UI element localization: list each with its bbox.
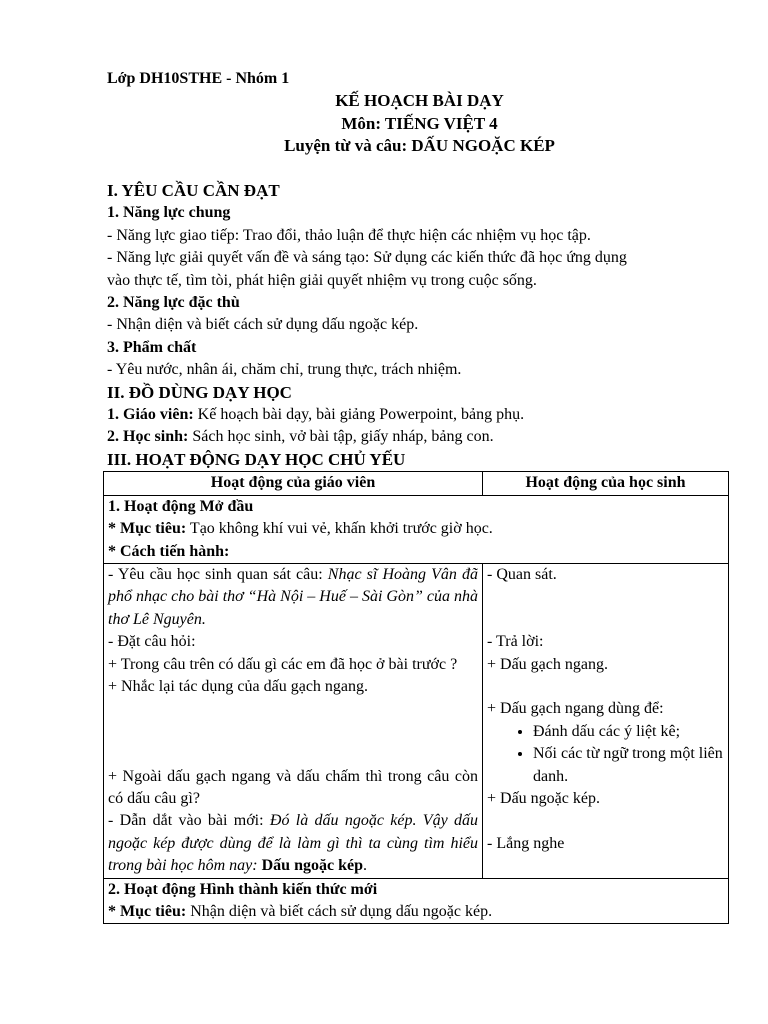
paragraph: - Yêu nước, nhân ái, chăm chỉ, trung thực, trách nhiệm. (107, 361, 462, 379)
teacher-question-3: + Ngoài dấu gạch ngang và dấu chấm thì trong câu còn có dấu câu gì? (108, 767, 478, 807)
intro-italic: Đó là dấu ngoặc kép. Vậy dấu ngoặc kép được dùng để là làm gì thì ta cùng tìm hiểu trong bài học hôm nay: (108, 812, 478, 875)
paragraph: - Năng lực giao tiếp: Trao đổi, thảo luận để thực hiện các nhiệm vụ học tập. (107, 226, 591, 244)
student-column-header: Hoạt động của học sinh (483, 472, 729, 495)
spacer (107, 158, 732, 180)
lesson-line: Luyện từ và câu: DẤU NGOẶC KÉP (284, 136, 555, 156)
label: 2. Học sinh: (107, 428, 189, 446)
list-item: • Đánh dấu các ý liệt kê; (533, 721, 724, 743)
section-1-heading: I. YÊU CẦU CẦN ĐẠT (107, 181, 280, 201)
teacher-activities-cell (104, 563, 483, 878)
text: Sách học sinh, vở bài tập, giấy nháp, bảng con. (188, 428, 494, 446)
teacher-column-header: Hoạt động của giáo viên (104, 472, 483, 495)
subsection-1-2-heading: 2. Năng lực đặc thù (107, 294, 240, 312)
label: 1. Giáo viên: (107, 406, 194, 424)
teacher-question-1: + Trong câu trên có dấu gì các em đã học ở bài trước ? (108, 655, 458, 673)
quote: Nhạc sĩ Hoàng Vân đã phổ nhạc cho bài thơ “Hà Nội – Huế – Sài Gòn” của nhà thơ Lê Nguyên. (108, 565, 478, 628)
intro-bold: Dấu ngoặc kép (261, 857, 363, 875)
text: - Yêu cầu học sinh quan sát câu: (108, 565, 328, 583)
paragraph: - Nhận diện và biết cách sử dụng dấu ngoặc kép. (107, 316, 419, 334)
activity-2-title: 2. Hoạt động Hình thành kiến thức mới (108, 880, 378, 898)
activity-1-title: 1. Hoạt động Mở đầu (108, 497, 254, 515)
paragraph: vào thực tế, tìm tòi, phát hiện giải quyết nhiệm vụ trong cuộc sống. (107, 271, 537, 289)
subject-line: Môn: TIẾNG VIỆT 4 (341, 113, 498, 133)
teacher-observe (108, 564, 478, 631)
table-row (104, 878, 729, 924)
section-3-heading: III. HOẠT ĐỘNG DẠY HỌC CHỦ YẾU (107, 449, 406, 469)
teacher-materials (107, 404, 732, 426)
subsection-1-1-heading: 1. Năng lực chung (107, 204, 231, 222)
dash-uses-list (487, 721, 724, 788)
table-row (104, 563, 729, 878)
activities-table (103, 471, 729, 924)
text: Nhận diện và biết cách sử dụng dấu ngoặc kép. (186, 902, 493, 920)
student-answer-2: + Dấu gạch ngang dùng để: (487, 700, 664, 718)
student-answer: - Trả lời: (487, 633, 544, 651)
teacher-ask: - Đặt câu hỏi: (108, 633, 196, 651)
table-header-row (104, 472, 729, 495)
label: * Mục tiêu: (108, 902, 187, 920)
activity-1-goal (108, 518, 724, 540)
teacher-question-2: + Nhắc lại tác dụng của dấu gạch ngang. (108, 677, 369, 695)
paragraph: - Năng lực giải quyết vấn đề và sáng tạo: Sử dụng các kiến thức đã học ứng dụng (107, 249, 627, 267)
text: - Dẫn dắt vào bài mới: (108, 812, 270, 830)
text: Kế hoạch bài dạy, bài giảng Powerpoint, bảng phụ. (193, 406, 525, 424)
student-answer-3: + Dấu ngoặc kép. (487, 789, 600, 807)
text: Tạo không khí vui vẻ, khấn khởi trước giờ học. (186, 520, 493, 538)
table-row (104, 495, 729, 563)
label: * Mục tiêu: (108, 520, 187, 538)
document-title: KẾ HOẠCH BÀI DẠY (335, 91, 504, 111)
list-item: • Nối các từ ngữ trong một liên danh. (533, 743, 724, 788)
subsection-1-3-heading: 3. Phẩm chất (107, 338, 197, 356)
student-materials (107, 426, 732, 448)
class-group: Lớp DH10STHE - Nhóm 1 (107, 70, 290, 87)
activity-2-header (104, 878, 729, 924)
student-answer-1: + Dấu gạch ngang. (487, 655, 608, 673)
activity-1-method: * Cách tiến hành: (108, 542, 230, 560)
section-2-heading: II. ĐỒ DÙNG DẠY HỌC (107, 382, 292, 402)
activity-1-header (104, 495, 729, 563)
student-observe: - Quan sát. (487, 565, 557, 583)
lesson-plan-page (107, 68, 732, 924)
student-listen: - Lắng nghe (487, 834, 565, 852)
student-activities-cell (483, 563, 729, 878)
activity-2-goal (108, 901, 724, 923)
teacher-intro (108, 810, 478, 877)
text: . (362, 857, 367, 875)
